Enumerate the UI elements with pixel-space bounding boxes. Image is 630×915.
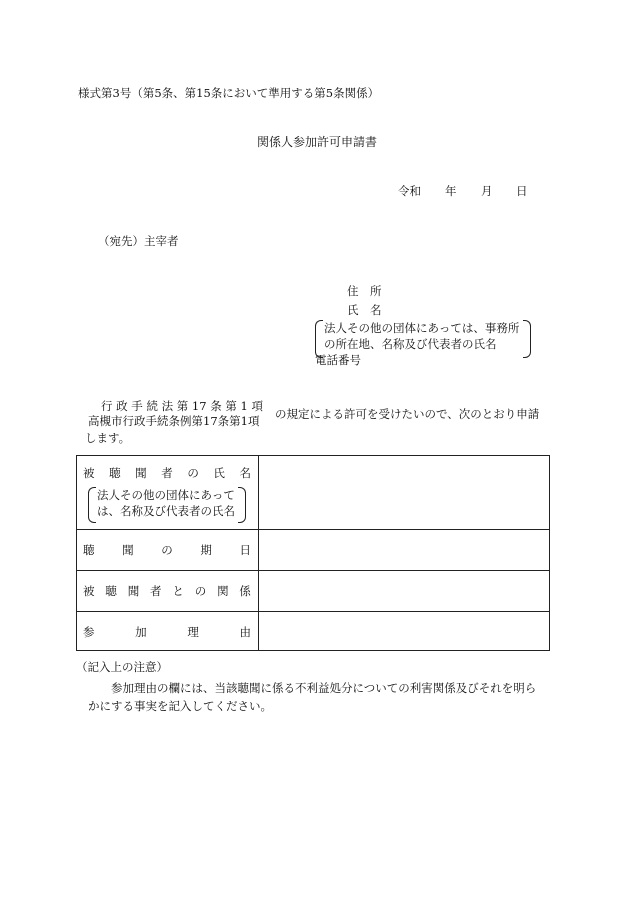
label-char: 聴 [83,543,95,557]
label-char: 聞 [127,584,140,598]
right-bracket [238,487,246,523]
applicant-note [315,320,531,356]
label-char: 参 [83,625,95,639]
hearing-date-label [83,544,251,558]
date-year: 年 [445,184,457,198]
label-char: 者 [150,584,162,598]
label-char: 日 [239,543,251,557]
label-char: 被 [83,466,95,480]
label-char: 由 [239,625,251,639]
law-reference-1: 行 政 手 続 法 第 17 条 第 1 項 [101,399,264,413]
relationship-label [83,585,251,599]
addressee: （宛先）主宰者 [98,234,179,248]
label-char: と [172,584,184,598]
respondent-note-line2: は、名称及び代表者の氏名 [97,504,235,518]
label-char: の [187,466,199,480]
label-char: 聞 [135,466,147,480]
address-label: 住 所 [347,284,382,298]
hearing-date-field[interactable] [259,530,549,570]
label-char: 聞 [122,543,134,557]
label-char: の [194,584,207,598]
statement-continuation: します。 [85,431,131,445]
respondent-note-line1: 法人その他の団体にあって [97,488,235,502]
label-char: 被 [83,584,95,598]
notes-heading: （記入上の注意） [76,660,168,674]
label-char: 関 [217,584,229,598]
date-month: 月 [481,184,493,198]
label-char: の [161,543,173,557]
applicant-note-line2: の所在地、名称及び代表者の氏名 [324,337,497,351]
respondent-note [88,487,246,521]
right-bracket [523,320,531,358]
phone-label: 電話番号 [315,353,361,367]
notes-line1: 参加理由の欄には、当該聴聞に係る不利益処分についての利害関係及びそれを明ら [111,681,537,695]
applicant-note-line1: 法人その他の団体にあっては、事務所 [324,321,520,335]
label-char: 氏 [213,466,225,480]
statement-text: の規定による許可を受けたいので、次のとおり申請 [275,407,540,421]
label-char: 名 [239,466,251,480]
form-number: 様式第3号（第5条、第15条において準用する第5条関係） [78,86,380,100]
left-bracket [88,487,96,523]
participation-reason-label [83,626,251,640]
label-char: 期 [200,543,212,557]
notes-line2: かにする事実を記入してください。 [88,699,272,713]
name-label: 氏 名 [347,303,382,317]
application-table [76,455,550,651]
law-reference-2: 高槻市行政手続条例第17条第1項 [88,414,260,428]
label-char: 者 [161,466,173,480]
label-char: 加 [135,625,147,639]
label-char: 理 [187,625,199,639]
date-day: 日 [516,184,528,198]
respondent-name-label [83,467,251,481]
respondent-name-field[interactable] [259,456,549,529]
date-era: 令和 [398,184,421,198]
label-char: 聴 [105,584,117,598]
label-char: 係 [239,584,251,598]
document-title: 関係人参加許可申請書 [257,135,378,149]
label-char: 聴 [109,466,121,480]
relationship-field[interactable] [259,571,549,611]
participation-reason-field[interactable] [259,612,549,651]
